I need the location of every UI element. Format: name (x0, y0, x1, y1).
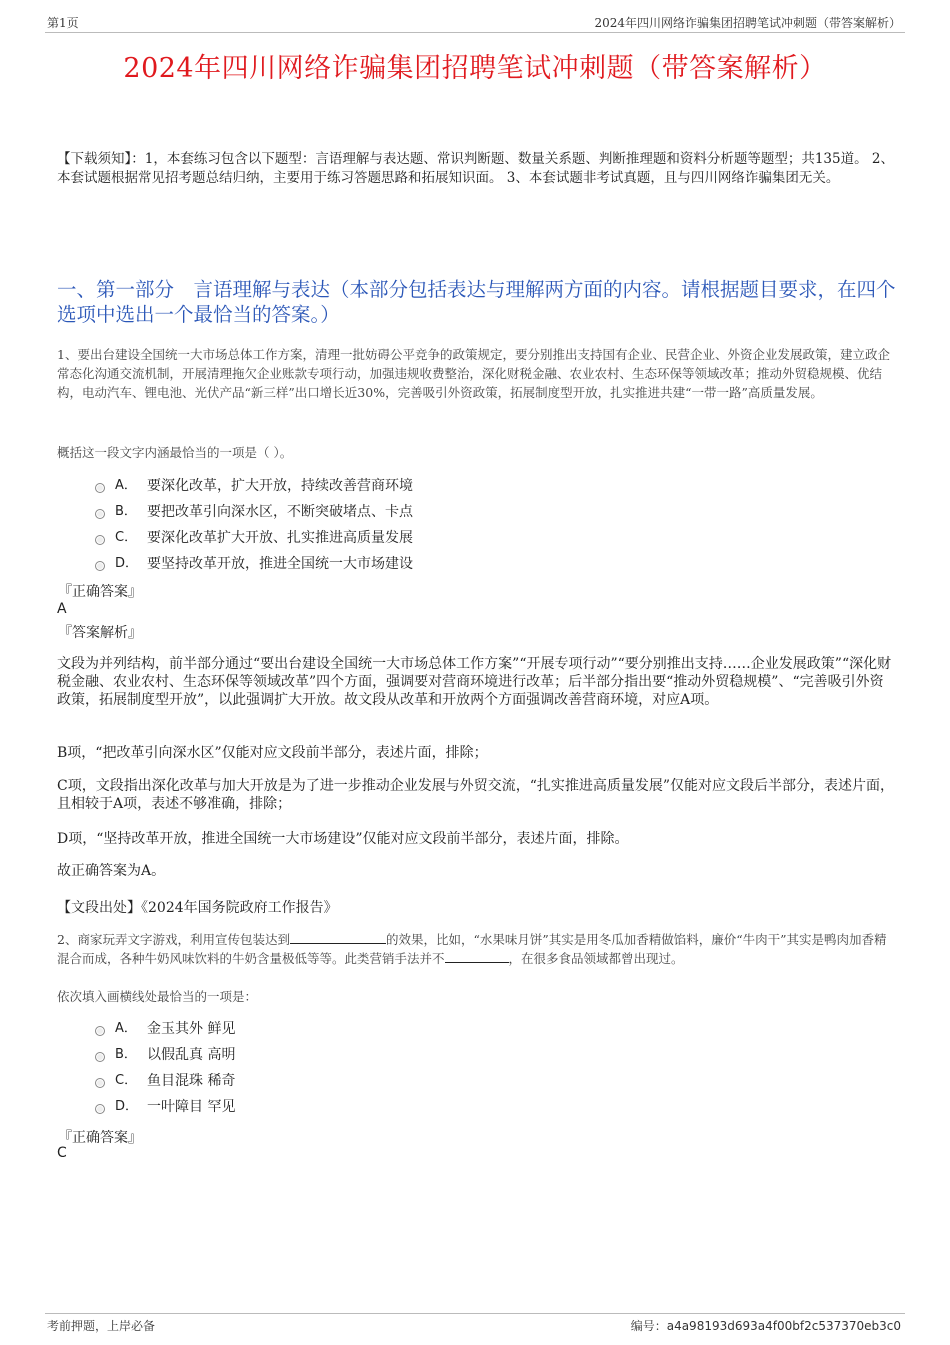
analysis-paragraph: 文段为并列结构，前半部分通过“要出台建设全国统一大市场总体工作方案”“开展专项行动”“要分别推出支持……企业发展政策”“深化财税金融、农业农村、生态环保等领域改革”四个方面，强调要对营商环境进行改革；后半部分指出要“推动外贸稳规模”、“完善吸引外资政策，拓展制度型开放”，以此强调扩大开放。故文段从改革和开放两个方面强调改善营商环境，对应A项。 (57, 656, 892, 708)
answer-value: A (57, 601, 67, 617)
page-footer (45, 1313, 905, 1334)
analysis-label: 『答案解析』 (58, 625, 142, 641)
option-text: 以假乱真 高明 (147, 1047, 236, 1063)
analysis-paragraph: D项，“坚持改革开放，推进全国统一大市场建设”仅能对应文段前半部分，表述片面，排除。 (57, 831, 629, 847)
option-c[interactable] (95, 525, 413, 551)
fill-blank-2[interactable] (445, 950, 509, 963)
source-citation: 【文段出处】《2024年国务院政府工作报告》 (57, 900, 338, 916)
option-key: B． (115, 504, 137, 519)
question-2-options (95, 1016, 235, 1120)
option-key: B． (115, 1047, 137, 1062)
radio-icon[interactable] (95, 1052, 105, 1062)
option-key: D． (115, 556, 139, 571)
header-doc-title: 2024年四川网络诈骗集团招聘笔试冲刺题（带答案解析） (594, 16, 901, 30)
option-text: 要深化改革扩大开放、扎实推进高质量发展 (147, 530, 413, 546)
option-d[interactable] (95, 551, 413, 577)
radio-icon[interactable] (95, 509, 105, 519)
option-text: 要深化改革，扩大开放，持续改善营商环境 (147, 478, 413, 494)
question-2-stem (57, 930, 895, 968)
option-key: A． (115, 1021, 137, 1036)
radio-icon[interactable] (95, 535, 105, 545)
option-b[interactable] (95, 499, 413, 525)
option-text: 要坚持改革开放，推进全国统一大市场建设 (147, 556, 413, 572)
footer-slogan: 考前押题，上岸必备 (47, 1319, 156, 1333)
page-header (45, 14, 905, 33)
document-title: 2024年四川网络诈骗集团招聘笔试冲刺题（带答案解析） (123, 53, 827, 84)
answer-value: C (57, 1145, 67, 1161)
radio-icon[interactable] (95, 1078, 105, 1088)
option-d[interactable] (95, 1094, 235, 1120)
stem-part: 的效果，比如，“水果味月饼”其实是用冬瓜加香精做馅料，廉价“牛肉干”其实是鸭肉加香精混合而成，各种牛奶风味饮料的牛奶含量极低等等。此类营销手法并不 (57, 932, 887, 966)
radio-icon[interactable] (95, 561, 105, 571)
option-text: 鱼目混珠 稀奇 (147, 1073, 236, 1089)
question-2-prompt: 依次填入画横线处最恰当的一项是： (57, 989, 258, 1004)
analysis-paragraph: C项，文段指出深化改革与加大开放是为了进一步推动企业发展与外贸交流，“扎实推进高质量发展”仅能对应文段后半部分，表述片面，且相较于A项，表述不够准确，排除； (57, 778, 895, 812)
radio-icon[interactable] (95, 1104, 105, 1114)
stem-part: ，在很多食品领域都曾出现过。 (508, 951, 684, 966)
code-label: 编号： (630, 1319, 667, 1333)
option-text: 金玉其外 鲜见 (147, 1021, 236, 1037)
option-text: 要把改革引向深水区，不断突破堵点、卡点 (147, 504, 413, 520)
option-key: A． (115, 478, 137, 493)
page-number: 第1页 (47, 16, 79, 30)
option-a[interactable] (95, 1016, 235, 1042)
answer-label: 『正确答案』 (58, 1130, 142, 1146)
analysis-paragraph: B项，“把改革引向深水区”仅能对应文段前半部分，表述片面，排除； (57, 745, 488, 761)
radio-icon[interactable] (95, 483, 105, 493)
option-key: C． (115, 1073, 138, 1088)
option-key: D． (115, 1099, 139, 1114)
option-b[interactable] (95, 1042, 235, 1068)
code-value: a4a98193d693a4f00bf2c537370eb3c0 (666, 1319, 901, 1333)
download-notice: 【下载须知】：1，本套练习包含以下题型：言语理解与表达题、常识判断题、数量关系题、判断推理题和资料分析题等题型；共135道。 2、本套试题根据常见招考题总结归纳，主要用于练习答题思路和拓展知识面。 3、本套试题非考试真题，且与四川网络诈骗集团无关。 (57, 151, 894, 186)
fill-blank-1[interactable] (290, 931, 386, 944)
option-c[interactable] (95, 1068, 235, 1094)
question-1-prompt: 概括这一段文字内涵最恰当的一项是（ ）。 (57, 445, 293, 460)
option-key: C． (115, 530, 138, 545)
question-1-options (95, 473, 413, 577)
stem-part: 2、商家玩弄文字游戏，利用宣传包装达到 (57, 932, 290, 947)
question-1-stem: 1、要出台建设全国统一大市场总体工作方案，清理一批妨碍公平竞争的政策规定，要分别推出支持国有企业、民营企业、外资企业发展政策，建立政企常态化沟通交流机制，开展清理拖欠企业账款专项行动，加强违规收费整治，深化财税金融、农业农村、生态环保等领域改革；推动外贸稳规模、优结构，电动汽车、锂电池、光伏产品“新三样”出口增长近30%，完善吸引外资政策，拓展制度型开放，扎实推进共建“一带一路”高质量发展。 (57, 347, 890, 400)
section-heading: 一、第一部分 言语理解与表达（本部分包括表达与理解两方面的内容。请根据题目要求，在四个选项中选出一个最恰当的答案。） (57, 278, 896, 326)
answer-label: 『正确答案』 (58, 584, 142, 600)
footer-code (631, 1317, 901, 1334)
option-text: 一叶障目 罕见 (147, 1099, 236, 1115)
radio-icon[interactable] (95, 1026, 105, 1036)
option-a[interactable] (95, 473, 413, 499)
analysis-conclusion: 故正确答案为A。 (57, 863, 166, 879)
